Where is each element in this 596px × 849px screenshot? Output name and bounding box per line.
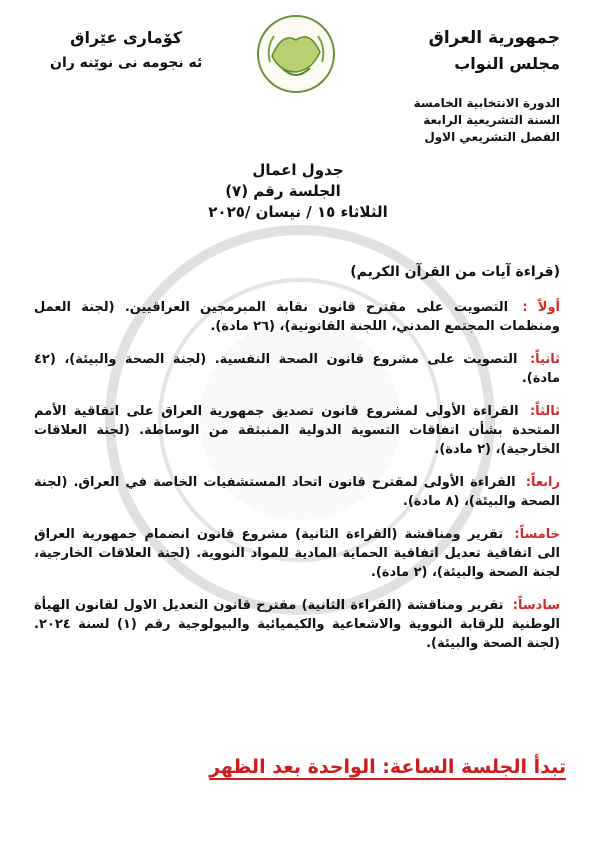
agenda-item [34,473,560,511]
session-start-time: تبدأ الجلسة الساعة: الواحدة بعد الظهر [209,756,566,778]
session-info-line: الفصل التشريعي الاول [424,130,560,144]
council-name: مجلس النواب [454,54,560,73]
agenda-item-text: تقرير ومناقشة (القراءة الثانية) مقترح قانون التعديل الاول لقانون الهيأة الوطنية للرقابة النووية والاشعاعية والكيميائية والبيولوجية رقم (١) لسنة ٢٠٢٤. (لجنة الصحة والبيئة). [34,598,560,651]
agenda-item-text: التصويت على مقترح قانون نقابة المبرمجين العراقيين. (لجنة العمل ومنظمات المجتمع المدني، اللجنة القانونية)، (٢٦ مادة). [34,300,560,334]
agenda-item-label: سادساً: [512,598,560,613]
country-name: جمهورية العراق [428,28,560,48]
agenda-title: جدول اعمال [252,161,344,179]
parliament-emblem-icon [252,12,340,96]
agenda-item-text: القراءة الأولى لمقترح قانون اتحاد المستشفيات الخاصة في العراق. (لجنة الصحة والبيئة)، (٨ مادة). [34,475,560,509]
agenda-item-label: خامساً: [514,527,560,542]
agenda-item [34,596,560,653]
header-right [414,28,560,146]
agenda-item-label: رابعاً: [525,475,560,490]
agenda-item [34,525,560,582]
agenda-item-label: ثانياً: [529,352,561,367]
opening-line: (قراءة آيات من القرآن الكريم) [350,264,560,280]
agenda-items [34,298,560,667]
agenda-item-label: ثالثاً: [529,404,560,419]
agenda-item-text: تقرير ومناقشة (القراءة الثانية) مشروع قانون انضمام جمهورية العراق الى اتفاقية تعديل اتفاقية الحماية المادية للمواد النووية. (لجنة العلاقات الخارجية، لجنة الصحة والبيئة)، (٢ مادة). [34,527,560,580]
session-info [414,95,560,146]
agenda-item [34,402,560,459]
agenda-item-text: القراءة الأولى لمشروع قانون تصديق جمهورية العراق على اتفاقية الأمم المتحدة بشأن اتفاقات التسوية الدولية المنبثقة من الوساطة. (لجنة العلاقات الخارجية)، (٢ مادة). [34,404,560,457]
agenda-item [34,298,560,336]
council-name-kurdish: ئه نجومه نی نوێنه ران [50,55,203,71]
session-date: الثلاثاء ١٥ / نيسان /٢٠٢٥ [208,203,388,221]
agenda-title-block [0,160,596,223]
agenda-item-text: التصويت على مشروع قانون الصحة النفسية. (لجنة الصحة والبيئة)، (٤٢ مادة). [34,352,560,386]
agenda-item [34,350,560,388]
agenda-item-label: أولاً : [522,300,560,315]
session-info-line: الدورة الانتخابية الخامسة [413,96,560,110]
session-number: الجلسة رقم (٧) [225,182,341,200]
header-left [50,28,202,71]
session-info-line: السنة التشريعية الرابعة [423,113,560,127]
country-name-kurdish: كۆماری عێراق [70,28,183,47]
